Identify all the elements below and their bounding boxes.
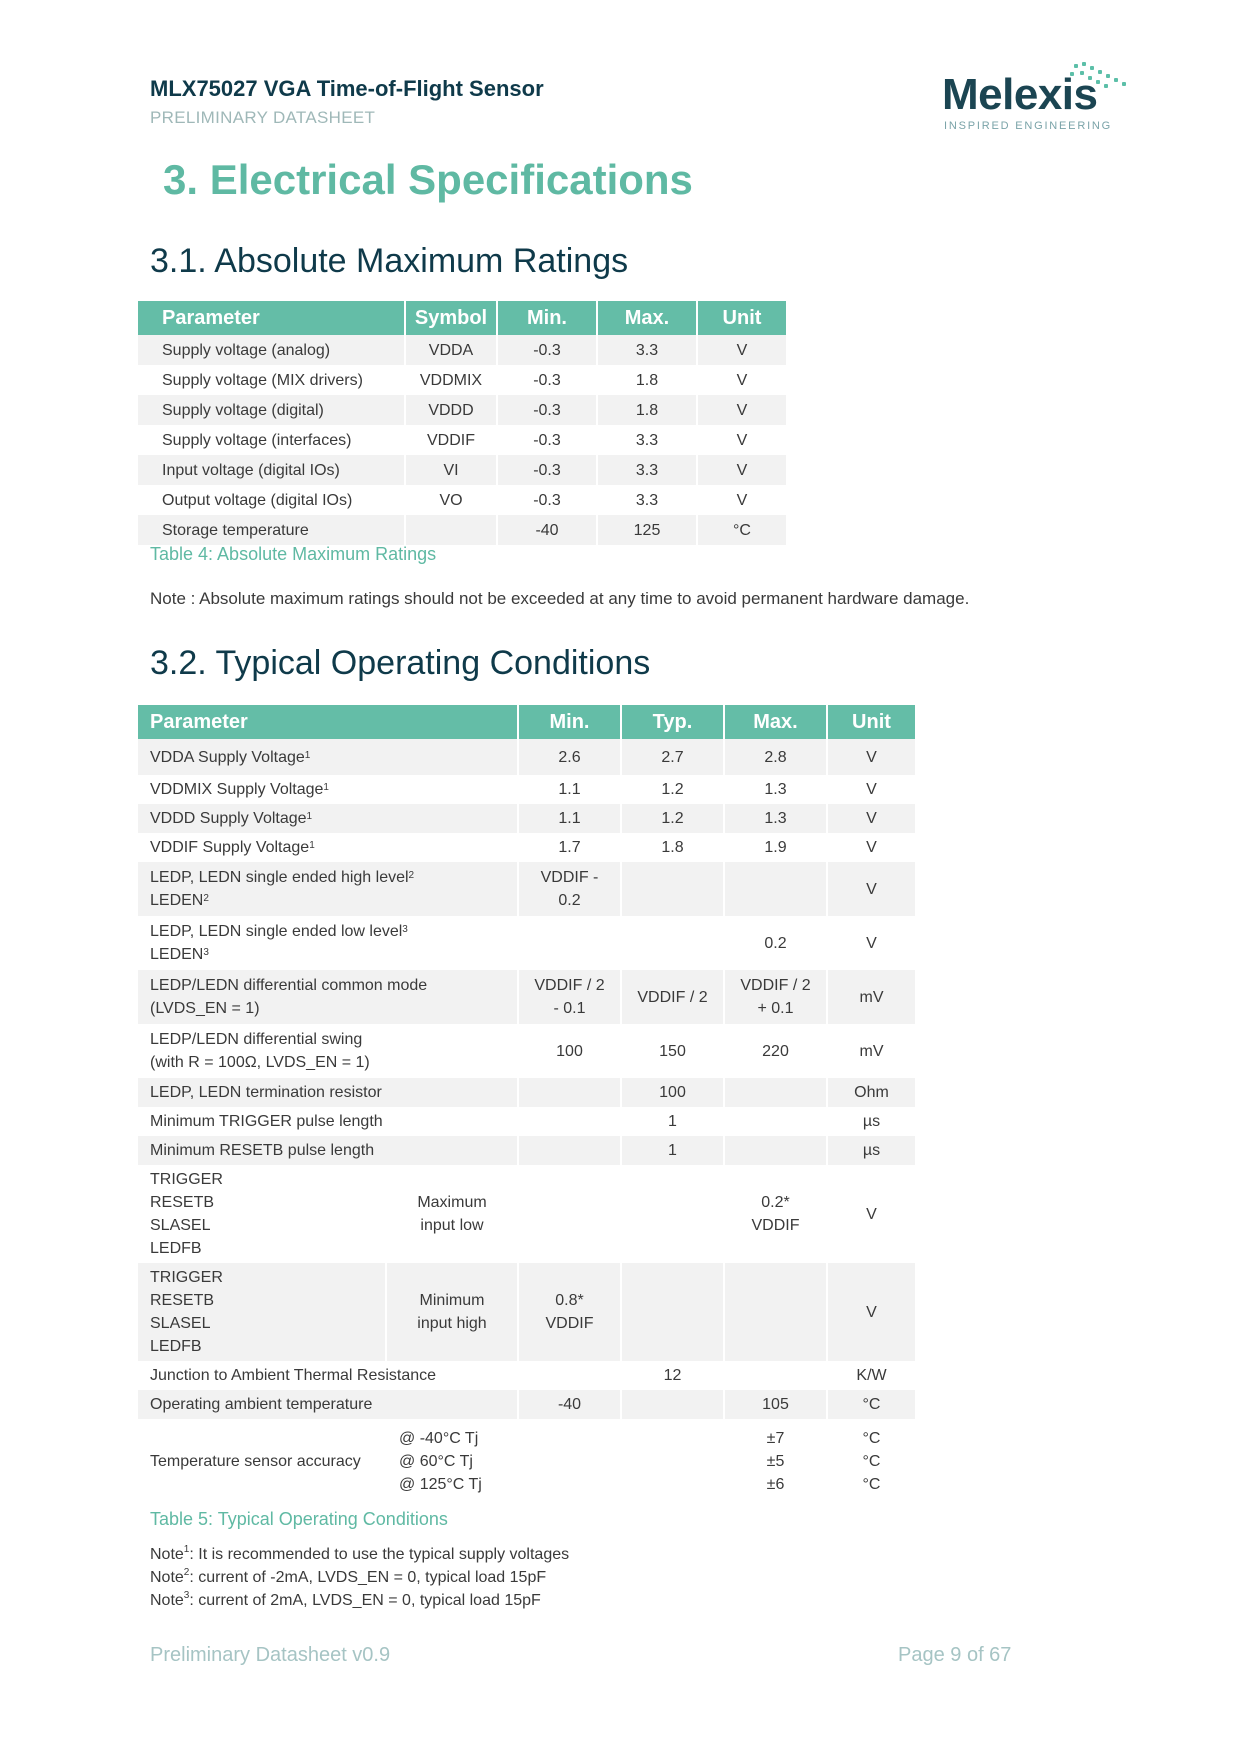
cell-typ: 1 bbox=[622, 1136, 723, 1165]
cell-typ bbox=[622, 1263, 723, 1361]
note-text: : current of 2mA, LVDS_EN = 0, typical load 15pF bbox=[189, 1592, 541, 1609]
cell-typ: VDDIF / 2 bbox=[622, 970, 723, 1024]
cell-symbol: VDDA bbox=[406, 335, 496, 365]
table-row bbox=[138, 804, 915, 833]
cell-symbol: VO bbox=[439, 491, 463, 509]
footer-version: Preliminary Datasheet v0.9 bbox=[150, 1644, 391, 1666]
cell-min: -40 bbox=[498, 515, 596, 545]
cell-max bbox=[725, 1419, 826, 1503]
cell-symbol: VI bbox=[406, 455, 496, 485]
cell-parameter bbox=[138, 804, 517, 833]
melexis-logo bbox=[940, 60, 1130, 140]
absolute-max-ratings-table bbox=[136, 301, 788, 545]
cell-min bbox=[519, 1361, 620, 1390]
cell-parameter bbox=[138, 862, 517, 916]
cell-typ bbox=[622, 862, 723, 916]
value-line: °C bbox=[862, 1429, 881, 1447]
table-row bbox=[138, 916, 915, 970]
cell-unit: V bbox=[698, 455, 786, 485]
footnote-ref: 3 bbox=[402, 924, 408, 935]
footnote-ref: 3 bbox=[203, 947, 209, 958]
param-text: (with R = 100Ω, LVDS_EN = 1) bbox=[150, 1054, 370, 1071]
cell-unit: V bbox=[866, 839, 877, 856]
value-line: 0.2 bbox=[558, 892, 581, 909]
footnote-1 bbox=[150, 1546, 569, 1564]
cell-parameter: Minimum TRIGGER pulse length bbox=[150, 1113, 383, 1130]
absolute-max-note: Note : Absolute maximum ratings should not be exceeded at any time to avoid permanent hardware damage. bbox=[150, 589, 970, 608]
note-label: Note bbox=[150, 1569, 184, 1586]
col-header-max: Max. bbox=[598, 301, 696, 335]
col-header-parameter: Parameter bbox=[138, 705, 517, 739]
cell-unit: V bbox=[736, 431, 748, 449]
cell-min bbox=[519, 1263, 620, 1361]
cell-typ bbox=[622, 1419, 723, 1503]
param-text: VDDMIX Supply Voltage bbox=[150, 781, 324, 798]
cell-unit: mV bbox=[859, 1042, 884, 1060]
cell-min: 2.6 bbox=[519, 739, 620, 775]
param-text: VDDA Supply Voltage bbox=[150, 748, 305, 766]
value-line: 0.8* bbox=[555, 1292, 584, 1309]
cell-parameter: Supply voltage (analog) bbox=[138, 335, 404, 365]
value-line: - 0.1 bbox=[553, 1000, 586, 1017]
table-caption: Table 4: Absolute Maximum Ratings bbox=[150, 544, 437, 564]
value-line: °C bbox=[862, 1452, 881, 1470]
condition-line: input low bbox=[420, 1217, 484, 1234]
cell-parameter: Junction to Ambient Thermal Resistance bbox=[150, 1367, 437, 1384]
cell-min: -0.3 bbox=[533, 371, 561, 389]
cell-unit: µs bbox=[828, 1136, 915, 1165]
table-row bbox=[138, 1107, 915, 1136]
col-header-min: Min. bbox=[498, 301, 596, 335]
footnote-3 bbox=[150, 1592, 541, 1610]
cell-max bbox=[725, 970, 826, 1024]
cell-max bbox=[725, 1136, 826, 1165]
cell-unit: V bbox=[828, 1263, 915, 1361]
table-header-row bbox=[138, 705, 915, 739]
pin-name: TRIGGER bbox=[150, 1171, 223, 1188]
cell-min: -40 bbox=[519, 1390, 620, 1419]
value-line: 0.2* bbox=[761, 1194, 790, 1211]
table-row bbox=[138, 395, 786, 425]
cell-pins bbox=[138, 1165, 385, 1263]
logo-tagline: INSPIRED ENGINEERING bbox=[944, 120, 1113, 132]
param-text: LEDP, LEDN single ended low level bbox=[150, 923, 403, 940]
document-title: MLX75027 VGA Time-of-Flight Sensor bbox=[150, 76, 544, 101]
cell-symbol: VDDMIX bbox=[419, 371, 483, 389]
table-row bbox=[138, 1361, 915, 1390]
cell-unit: °C bbox=[698, 515, 786, 545]
cell-typ bbox=[622, 1390, 723, 1419]
cell-max bbox=[725, 1361, 826, 1390]
value-line: VDDIF - bbox=[540, 869, 599, 886]
cell-max: 3.3 bbox=[598, 335, 696, 365]
cell-unit: V bbox=[698, 395, 786, 425]
cell-max: 1.8 bbox=[598, 395, 696, 425]
condition-line: input high bbox=[417, 1315, 487, 1332]
value-line: VDDIF / 2 bbox=[534, 977, 605, 994]
cell-typ: 150 bbox=[659, 1042, 686, 1060]
footnote-ref: 3 bbox=[183, 1590, 190, 1601]
condition-line: @ 60°C Tj bbox=[399, 1452, 473, 1470]
cell-max: 3.3 bbox=[635, 431, 659, 449]
cell-parameter bbox=[138, 970, 517, 1024]
param-text: VDDD Supply Voltage bbox=[150, 810, 307, 827]
note-label: Note bbox=[150, 1546, 184, 1563]
section-heading-3-2: 3.2. Typical Operating Conditions bbox=[150, 644, 651, 682]
note-text: : current of -2mA, LVDS_EN = 0, typical load 15pF bbox=[189, 1569, 547, 1586]
cell-unit: V bbox=[828, 862, 915, 916]
condition-line: @ 125°C Tj bbox=[399, 1475, 482, 1493]
cell-symbol: VDDIF bbox=[427, 431, 475, 449]
cell-unit: V bbox=[828, 804, 915, 833]
pin-name: LEDFB bbox=[150, 1338, 202, 1355]
cell-parameter: Supply voltage (MIX drivers) bbox=[162, 371, 363, 389]
cell-min: 1.7 bbox=[558, 839, 581, 856]
footnote-ref: 1 bbox=[323, 782, 329, 793]
cell-max: 1.3 bbox=[725, 804, 826, 833]
table-row bbox=[138, 1263, 915, 1361]
logo-wordmark: Melexis bbox=[942, 70, 1098, 119]
footnote-ref: 2 bbox=[183, 1567, 190, 1578]
footnote-ref: 1 bbox=[309, 840, 315, 851]
cell-parameter bbox=[138, 739, 517, 775]
param-text: LEDEN bbox=[150, 946, 204, 963]
cell-max bbox=[725, 1107, 826, 1136]
cell-unit: V bbox=[866, 1205, 877, 1223]
table-row bbox=[138, 862, 915, 916]
cell-parameter: Input voltage (digital IOs) bbox=[138, 455, 404, 485]
cell-min: -0.3 bbox=[533, 431, 561, 449]
cell-parameter: Supply voltage (interfaces) bbox=[162, 431, 352, 449]
cell-max: 1.3 bbox=[764, 781, 787, 798]
param-text: LEDP, LEDN single ended high level bbox=[150, 869, 409, 886]
cell-max: 0.2 bbox=[764, 934, 787, 952]
cell-min: -0.3 bbox=[533, 491, 561, 509]
table-row bbox=[138, 970, 915, 1024]
cell-unit: V bbox=[866, 781, 877, 798]
table-row bbox=[138, 1390, 915, 1419]
footnote-ref: 2 bbox=[203, 893, 209, 904]
cell-symbol: VDDD bbox=[406, 395, 496, 425]
param-text: LEDP/LEDN differential swing bbox=[150, 1031, 363, 1048]
cell-unit: °C bbox=[828, 1390, 915, 1419]
table-row bbox=[138, 1024, 915, 1078]
value-line: ±6 bbox=[766, 1475, 785, 1493]
cell-min bbox=[519, 1165, 620, 1263]
cell-parameter: Output voltage (digital IOs) bbox=[162, 491, 353, 509]
cell-max: 125 bbox=[598, 515, 696, 545]
cell-unit: V bbox=[698, 335, 786, 365]
cell-typ: 12 bbox=[663, 1367, 682, 1384]
value-line: °C bbox=[862, 1475, 881, 1493]
cell-condition bbox=[387, 1263, 517, 1361]
cell-unit: K/W bbox=[856, 1367, 887, 1384]
col-header-unit: Unit bbox=[828, 705, 915, 739]
value-line: ±7 bbox=[766, 1429, 785, 1447]
cell-unit: V bbox=[828, 739, 915, 775]
cell-typ bbox=[622, 916, 723, 970]
cell-unit: V bbox=[736, 371, 748, 389]
cell-min bbox=[519, 862, 620, 916]
cell-max bbox=[725, 1078, 826, 1107]
cell-min bbox=[519, 916, 620, 970]
cell-unit: µs bbox=[862, 1113, 881, 1130]
chapter-heading: 3. Electrical Specifications bbox=[163, 156, 693, 203]
col-header-parameter: Parameter bbox=[138, 301, 404, 335]
cell-max bbox=[725, 862, 826, 916]
param-text: (LVDS_EN = 1) bbox=[150, 1000, 260, 1017]
cell-symbol bbox=[406, 515, 496, 545]
cell-pins bbox=[138, 1263, 385, 1361]
cell-min: -0.3 bbox=[498, 455, 596, 485]
cell-min bbox=[519, 1078, 620, 1107]
cell-max: 3.3 bbox=[635, 491, 659, 509]
cell-unit bbox=[828, 1419, 915, 1503]
table-row bbox=[138, 425, 786, 455]
table-row bbox=[138, 1165, 915, 1263]
value-line: ±5 bbox=[766, 1452, 785, 1470]
table-row bbox=[138, 775, 915, 804]
cell-typ: 1.2 bbox=[622, 804, 723, 833]
cell-typ: 1.2 bbox=[661, 781, 684, 798]
footnote-ref: 1 bbox=[183, 1544, 190, 1555]
param-text: LEDP/LEDN differential common mode bbox=[150, 977, 428, 994]
cell-parameter: Supply voltage (digital) bbox=[138, 395, 404, 425]
cell-min bbox=[519, 1419, 620, 1503]
footnote-ref: 1 bbox=[304, 749, 311, 761]
cell-unit: V bbox=[736, 491, 748, 509]
footnote-ref: 2 bbox=[408, 870, 415, 881]
cell-min bbox=[519, 970, 620, 1024]
cell-condition bbox=[387, 1165, 517, 1263]
cell-unit: V bbox=[866, 934, 877, 952]
table-row bbox=[138, 1419, 915, 1503]
table-row bbox=[138, 1078, 915, 1107]
cell-max: 3.3 bbox=[598, 455, 696, 485]
col-header-max: Max. bbox=[725, 705, 826, 739]
table-header-row bbox=[138, 301, 786, 335]
table-row bbox=[138, 515, 786, 545]
section-heading-3-1: 3.1. Absolute Maximum Ratings bbox=[150, 242, 629, 280]
table-row bbox=[138, 485, 786, 515]
cell-parameter bbox=[138, 775, 517, 804]
cell-typ: 100 bbox=[622, 1078, 723, 1107]
note-text: : It is recommended to use the typical supply voltages bbox=[189, 1546, 570, 1563]
param-text: VDDIF Supply Voltage bbox=[150, 839, 310, 856]
condition-line: @ -40°C Tj bbox=[399, 1429, 479, 1447]
value-line: + 0.1 bbox=[757, 1000, 794, 1017]
cell-max: 1.9 bbox=[764, 839, 787, 856]
cell-typ bbox=[622, 1165, 723, 1263]
cell-parameter: Operating ambient temperature bbox=[138, 1390, 517, 1419]
col-header-unit: Unit bbox=[698, 301, 786, 335]
cell-parameter: LEDP, LEDN termination resistor bbox=[138, 1078, 517, 1107]
cell-max bbox=[725, 1263, 826, 1361]
value-line: VDDIF bbox=[751, 1217, 800, 1234]
cell-max bbox=[725, 1165, 826, 1263]
cell-min: -0.3 bbox=[498, 335, 596, 365]
cell-parameter bbox=[138, 916, 517, 970]
col-header-typ: Typ. bbox=[622, 705, 723, 739]
table-row bbox=[138, 455, 786, 485]
condition-line: Minimum bbox=[419, 1292, 485, 1309]
pin-name: RESETB bbox=[150, 1292, 215, 1309]
cell-min: -0.3 bbox=[498, 395, 596, 425]
footnote-ref: 1 bbox=[306, 811, 313, 822]
pin-name: LEDFB bbox=[150, 1240, 202, 1257]
document-subtitle: PRELIMINARY DATASHEET bbox=[150, 108, 376, 127]
cell-unit: Ohm bbox=[828, 1078, 915, 1107]
pin-name: TRIGGER bbox=[150, 1269, 223, 1286]
note-label: Note bbox=[150, 1592, 184, 1609]
table-row bbox=[138, 335, 786, 365]
cell-parameter bbox=[138, 1024, 517, 1078]
cell-min bbox=[519, 1107, 620, 1136]
param-text: LEDEN bbox=[150, 892, 204, 909]
table-row bbox=[138, 365, 786, 395]
cell-parameter: Storage temperature bbox=[138, 515, 404, 545]
condition-line: Maximum bbox=[417, 1194, 487, 1211]
cell-max: 1.8 bbox=[635, 371, 659, 389]
table-row bbox=[138, 1136, 915, 1165]
cell-max: 220 bbox=[762, 1042, 789, 1060]
cell-typ: 1.8 bbox=[661, 839, 684, 856]
value-line: VDDIF / 2 bbox=[740, 977, 811, 994]
typical-operating-conditions-table bbox=[136, 705, 917, 1503]
footnote-2 bbox=[150, 1569, 546, 1587]
cell-parameter: Minimum RESETB pulse length bbox=[138, 1136, 517, 1165]
cell-min: 1.1 bbox=[519, 804, 620, 833]
cell-max: 2.8 bbox=[725, 739, 826, 775]
col-header-min: Min. bbox=[519, 705, 620, 739]
cell-max: 105 bbox=[725, 1390, 826, 1419]
footer-page-number: Page 9 of 67 bbox=[898, 1644, 1012, 1666]
value-line: VDDIF bbox=[545, 1315, 594, 1332]
cell-min bbox=[519, 1136, 620, 1165]
cell-parameter: Temperature sensor accuracy bbox=[150, 1452, 361, 1470]
table-caption: Table 5: Typical Operating Conditions bbox=[150, 1509, 448, 1529]
pin-name: SLASEL bbox=[150, 1315, 211, 1332]
col-header-symbol: Symbol bbox=[406, 301, 496, 335]
pin-name: RESETB bbox=[150, 1194, 215, 1211]
cell-condition bbox=[387, 1419, 517, 1503]
cell-typ: 1 bbox=[668, 1113, 677, 1130]
pin-name: SLASEL bbox=[150, 1217, 211, 1234]
cell-parameter bbox=[138, 833, 517, 862]
cell-min: 1.1 bbox=[558, 781, 581, 798]
cell-typ: 2.7 bbox=[622, 739, 723, 775]
cell-min: 100 bbox=[556, 1042, 583, 1060]
table-row bbox=[138, 833, 915, 862]
cell-unit: mV bbox=[828, 970, 915, 1024]
table-row bbox=[138, 739, 915, 775]
